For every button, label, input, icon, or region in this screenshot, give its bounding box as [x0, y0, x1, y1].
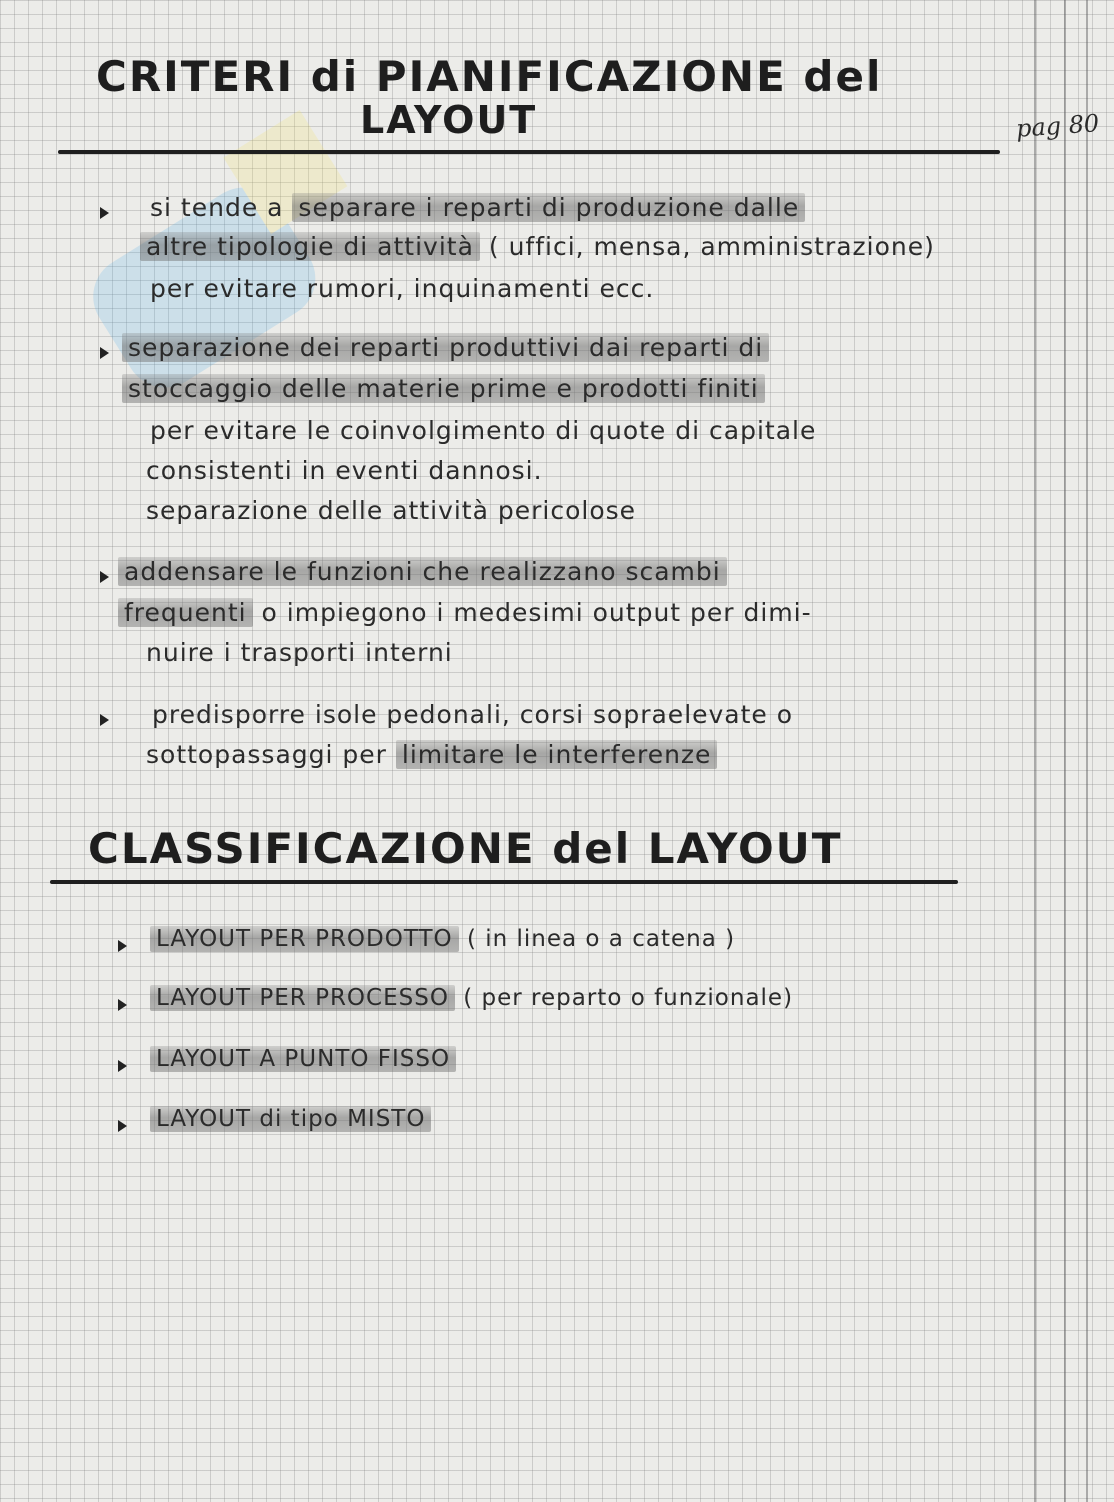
plain-text: per evitare rumori, inquinamenti ecc. [150, 274, 655, 303]
criterion-3-line-3 [146, 638, 453, 667]
criterion-4-line-2 [146, 740, 717, 769]
criterion-3-line-1 [118, 557, 727, 586]
criterion-2-line-4 [146, 456, 543, 485]
plain-text: sottopassaggi per [146, 740, 396, 769]
classification-item-3 [150, 1046, 456, 1072]
page-number: pag 80 [1015, 109, 1101, 143]
highlighted-text: separare i reparti di produzione dalle [292, 193, 805, 222]
bullet-icon [100, 571, 109, 583]
highlighted-text: addensare le funzioni che realizzano scambi [118, 557, 727, 586]
criterion-2-line-2 [122, 374, 765, 403]
plain-text: ( uffici, mensa, amministrazione) [479, 232, 935, 261]
bullet-icon [118, 1120, 127, 1132]
bullet-icon [100, 207, 109, 219]
plain-text: nuire i trasporti interni [146, 638, 453, 667]
highlighted-text: frequenti [118, 598, 253, 627]
bullet-icon [118, 999, 127, 1011]
highlighted-text: limitare le interferenze [396, 740, 718, 769]
section-heading-classification: CLASSIFICAZIONE del LAYOUT [88, 824, 843, 873]
criterion-2-line-1 [122, 333, 769, 362]
bullet-icon [118, 1060, 127, 1072]
plain-text: ( per reparto o funzionale) [454, 985, 794, 1011]
classification-item-4 [150, 1106, 431, 1132]
page-title: CRITERI di PIANIFICAZIONE del [96, 52, 883, 101]
plain-text: o impiegono i medesimi output per dimi- [252, 598, 812, 627]
highlighted-text: LAYOUT PER PRODOTTO [150, 926, 459, 952]
highlighted-text: altre tipologie di attività [140, 232, 480, 261]
plain-text: predisporre isole pedonali, corsi sopraelevate o [152, 700, 794, 729]
bullet-icon [100, 347, 109, 359]
margin-line-3 [1086, 0, 1088, 1502]
highlighted-text: LAYOUT di tipo MISTO [150, 1106, 431, 1132]
plain-text: si tende a [150, 193, 293, 222]
plain-text: ( in linea o a catena ) [458, 926, 736, 952]
plain-text: separazione delle attività pericolose [146, 496, 637, 525]
criterion-4-line-1 [152, 700, 793, 729]
highlighted-text: LAYOUT PER PROCESSO [150, 985, 455, 1011]
bullet-icon [100, 714, 109, 726]
bullet-icon [118, 940, 127, 952]
criterion-3-line-2 [118, 598, 812, 627]
highlighted-text: stoccaggio delle materie prime e prodotti finiti [122, 374, 765, 403]
highlighted-text: separazione dei reparti produttivi dai reparti di [122, 333, 769, 362]
margin-line-1 [1034, 0, 1036, 1502]
margin-line-2 [1064, 0, 1066, 1502]
page-title-line2: LAYOUT [360, 98, 538, 142]
plain-text: consistenti in eventi dannosi. [146, 456, 543, 485]
criterion-2-line-3 [150, 416, 816, 445]
classification-item-2 [150, 985, 793, 1011]
title-underline [58, 150, 1000, 154]
section-underline [50, 880, 958, 884]
plain-text: per evitare le coinvolgimento di quote di capitale [150, 416, 817, 445]
criterion-1-line-2 [140, 232, 935, 261]
criterion-1-line-3 [150, 274, 654, 303]
highlighted-text: LAYOUT A PUNTO FISSO [150, 1046, 456, 1072]
criterion-2-line-5 [146, 496, 636, 525]
classification-item-1 [150, 926, 735, 952]
criterion-1-line-1 [150, 193, 805, 222]
